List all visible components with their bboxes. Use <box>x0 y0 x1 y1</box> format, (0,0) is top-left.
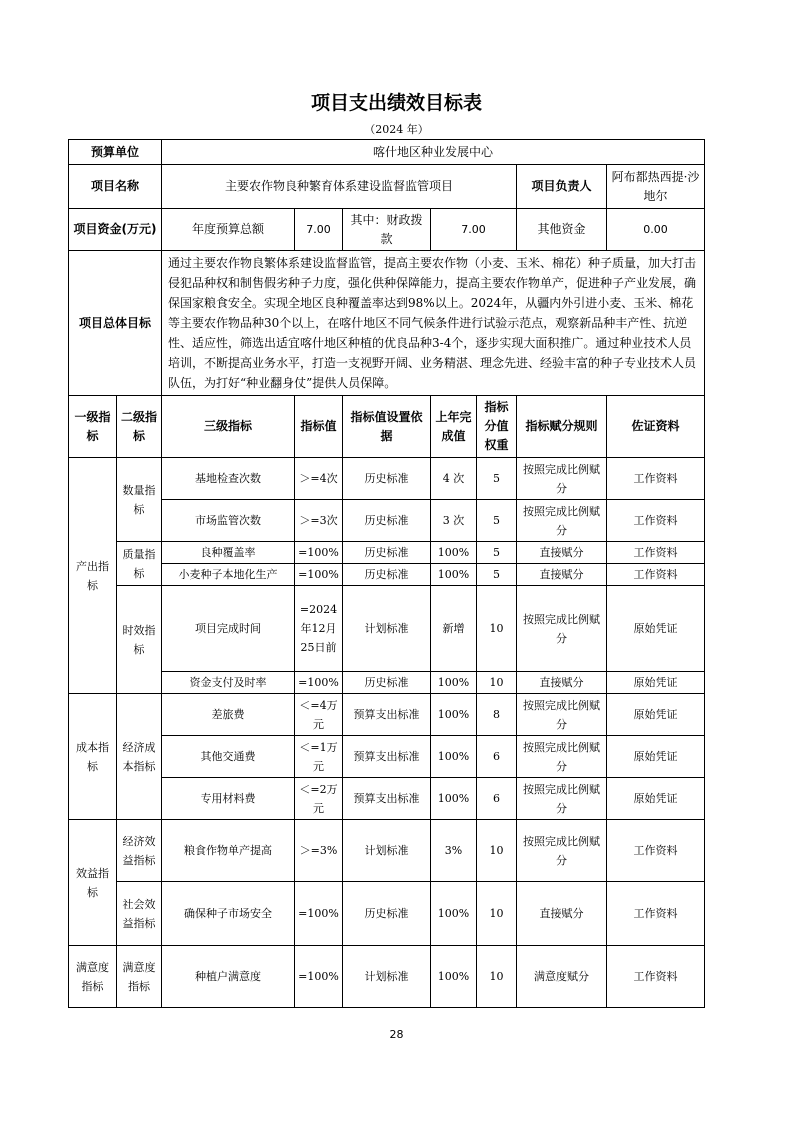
row-evidence: 工作资料 <box>607 946 705 1008</box>
header-last-year: 上年完成值 <box>431 396 477 458</box>
row-value: =2024年12月25日前 <box>295 586 343 672</box>
row-rule: 直接赋分 <box>517 672 607 694</box>
row-evidence: 工作资料 <box>607 500 705 542</box>
row-rule: 按照完成比例赋分 <box>517 586 607 672</box>
overall-goal-text: 通过主要农作物良繁体系建设监督监管，提高主要农作物（小麦、玉米、棉花）种子质量，加大打击侵犯品种权和制售假劣种子力度，强化供种保障能力，提高主要农作物单产，促进种子产业发展，确保国家粮食安全。实现全地区良种覆盖率达到98%以上。2024年，从疆内外引进小麦、玉米、棉花等主要农作物品种30个以上，在喀什地区不同气候条件进行试验示范点，观察新品种丰产性、抗逆性、适应性，筛选出适宜喀什地区种植的优良品种3-4个，逐步实现大面积推广。通过种业技术人员培训，不断提高业务水平，打造一支视野开阔、业务精湛、理念先进、经验丰富的种子专业技术人员队伍，为打好“种业翻身仗”提供人员保障。 <box>162 251 705 396</box>
row-l3: 确保种子市场安全 <box>162 882 295 946</box>
row-evidence: 工作资料 <box>607 458 705 500</box>
table-row <box>69 672 705 694</box>
row-l3: 差旅费 <box>162 694 295 736</box>
row-evidence: 工作资料 <box>607 820 705 882</box>
header-level3: 三级指标 <box>162 396 295 458</box>
row-last: 100% <box>431 694 477 736</box>
row-rule: 按照完成比例赋分 <box>517 778 607 820</box>
row-weight: 5 <box>477 458 517 500</box>
row-basis: 预算支出标准 <box>343 736 431 778</box>
row-basis: 计划标准 <box>343 586 431 672</box>
group-cost: 成本指标 <box>69 694 117 820</box>
row-basis: 预算支出标准 <box>343 778 431 820</box>
row-last: 100% <box>431 672 477 694</box>
row-evidence: 工作资料 <box>607 882 705 946</box>
other-funds-label: 其他资金 <box>517 209 607 251</box>
row-basis: 历史标准 <box>343 500 431 542</box>
row-weight: 10 <box>477 882 517 946</box>
row-rule: 按照完成比例赋分 <box>517 694 607 736</box>
budget-unit-label: 预算单位 <box>69 140 162 165</box>
row-basis: 历史标准 <box>343 672 431 694</box>
subgroup-economic-cost: 经济成本指标 <box>117 694 162 820</box>
row-value: ＞=3次 <box>295 500 343 542</box>
header-basis: 指标值设置依据 <box>343 396 431 458</box>
row-last: 100% <box>431 882 477 946</box>
row-weight: 10 <box>477 820 517 882</box>
row-l3: 种植户满意度 <box>162 946 295 1008</box>
header-level2: 二级指标 <box>117 396 162 458</box>
row-rule: 直接赋分 <box>517 882 607 946</box>
subgroup-quantity: 数量指标 <box>117 458 162 542</box>
row-value: ＞=3% <box>295 820 343 882</box>
budget-unit-value: 喀什地区种业发展中心 <box>162 140 705 165</box>
table-row <box>69 458 705 500</box>
table-row <box>69 542 705 564</box>
row-weight: 6 <box>477 736 517 778</box>
row-l3: 资金支付及时率 <box>162 672 295 694</box>
row-l3: 其他交通费 <box>162 736 295 778</box>
row-basis: 计划标准 <box>343 946 431 1008</box>
other-funds-value: 0.00 <box>607 209 705 251</box>
table-row <box>69 564 705 586</box>
row-rule: 按照完成比例赋分 <box>517 500 607 542</box>
subgroup-timeliness: 时效指标 <box>117 586 162 694</box>
table-row <box>69 694 705 736</box>
table-row <box>69 820 705 882</box>
row-basis: 计划标准 <box>343 820 431 882</box>
row-value: ＜=1万元 <box>295 736 343 778</box>
header-value: 指标值 <box>295 396 343 458</box>
row-l3: 项目完成时间 <box>162 586 295 672</box>
row-value: =100% <box>295 564 343 586</box>
row-l3: 基地检查次数 <box>162 458 295 500</box>
row-l3: 市场监管次数 <box>162 500 295 542</box>
row-rule: 按照完成比例赋分 <box>517 820 607 882</box>
subgroup-satisfaction: 满意度指标 <box>117 946 162 1008</box>
project-leader-value: 阿布都热西提·沙地尔 <box>607 165 705 209</box>
header-rule: 指标赋分规则 <box>517 396 607 458</box>
row-last: 3% <box>431 820 477 882</box>
row-value: =100% <box>295 542 343 564</box>
table-row <box>69 500 705 542</box>
project-funds-label: 项目资金(万元) <box>69 209 162 251</box>
row-evidence: 工作资料 <box>607 564 705 586</box>
table-row <box>69 736 705 778</box>
row-weight: 10 <box>477 946 517 1008</box>
overall-goal-label: 项目总体目标 <box>69 251 162 396</box>
row-weight: 5 <box>477 564 517 586</box>
row-weight: 10 <box>477 586 517 672</box>
row-last: 100% <box>431 946 477 1008</box>
row-value: =100% <box>295 882 343 946</box>
page-number: 28 <box>389 1028 404 1041</box>
annual-budget-label: 年度预算总额 <box>162 209 295 251</box>
row-weight: 10 <box>477 672 517 694</box>
group-satisfaction: 满意度指标 <box>69 946 117 1008</box>
row-last: 100% <box>431 564 477 586</box>
subgroup-quality: 质量指标 <box>117 542 162 586</box>
table-row <box>69 586 705 672</box>
row-value: =100% <box>295 946 343 1008</box>
row-rule: 按照完成比例赋分 <box>517 458 607 500</box>
row-basis: 历史标准 <box>343 882 431 946</box>
header-level1: 一级指标 <box>69 396 117 458</box>
row-value: ＜=4万元 <box>295 694 343 736</box>
row-rule: 按照完成比例赋分 <box>517 736 607 778</box>
row-last: 100% <box>431 736 477 778</box>
row-rule: 直接赋分 <box>517 564 607 586</box>
row-basis: 历史标准 <box>343 458 431 500</box>
row-evidence: 原始凭证 <box>607 672 705 694</box>
row-evidence: 原始凭证 <box>607 694 705 736</box>
subgroup-social-benefit: 社会效益指标 <box>117 882 162 946</box>
row-last: 4 次 <box>431 458 477 500</box>
table-row <box>69 778 705 820</box>
row-l3: 专用材料费 <box>162 778 295 820</box>
project-leader-label: 项目负责人 <box>517 165 607 209</box>
row-l3: 小麦种子本地化生产 <box>162 564 295 586</box>
row-rule: 满意度赋分 <box>517 946 607 1008</box>
fiscal-allocation-value: 7.00 <box>431 209 517 251</box>
row-basis: 历史标准 <box>343 542 431 564</box>
header-evidence: 佐证资料 <box>607 396 705 458</box>
row-evidence: 原始凭证 <box>607 586 705 672</box>
row-evidence: 原始凭证 <box>607 736 705 778</box>
row-value: ＞=4次 <box>295 458 343 500</box>
row-weight: 6 <box>477 778 517 820</box>
project-name-value: 主要农作物良种繁育体系建设监督监管项目 <box>162 165 517 209</box>
header-weight: 指标分值权重 <box>477 396 517 458</box>
row-weight: 8 <box>477 694 517 736</box>
row-basis: 预算支出标准 <box>343 694 431 736</box>
performance-goal-table <box>68 139 705 1008</box>
document-title: 项目支出绩效目标表 <box>310 92 482 114</box>
row-last: 3 次 <box>431 500 477 542</box>
project-name-label: 项目名称 <box>69 165 162 209</box>
row-l3: 良种覆盖率 <box>162 542 295 564</box>
document-year: （2024 年） <box>364 123 429 136</box>
row-last: 100% <box>431 542 477 564</box>
row-evidence: 工作资料 <box>607 542 705 564</box>
group-benefit: 效益指标 <box>69 820 117 946</box>
row-last: 新增 <box>431 586 477 672</box>
table-row <box>69 882 705 946</box>
row-value: ＜=2万元 <box>295 778 343 820</box>
table-row <box>69 946 705 1008</box>
row-weight: 5 <box>477 500 517 542</box>
row-rule: 直接赋分 <box>517 542 607 564</box>
row-value: =100% <box>295 672 343 694</box>
row-basis: 历史标准 <box>343 564 431 586</box>
fiscal-allocation-label: 其中：财政拨款 <box>343 209 431 251</box>
row-l3: 粮食作物单产提高 <box>162 820 295 882</box>
group-output: 产出指标 <box>69 458 117 694</box>
subgroup-economic-benefit: 经济效益指标 <box>117 820 162 882</box>
row-evidence: 原始凭证 <box>607 778 705 820</box>
row-last: 100% <box>431 778 477 820</box>
annual-budget-value: 7.00 <box>295 209 343 251</box>
row-weight: 5 <box>477 542 517 564</box>
